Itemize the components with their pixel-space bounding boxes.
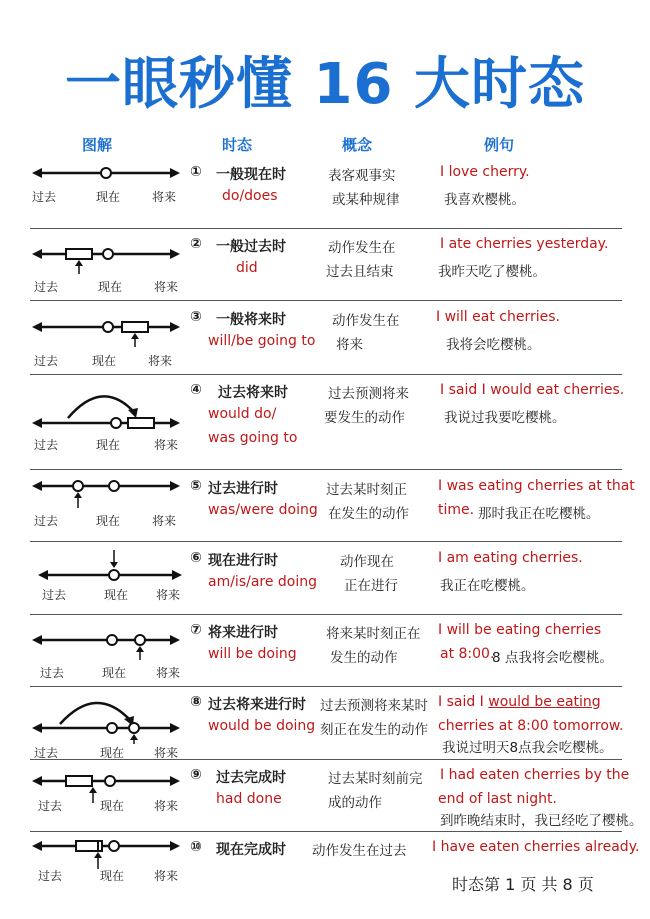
concept-line: 过去某时刻前完 (328, 771, 423, 787)
example-sentence: cherries at 8:00 tomorrow. (438, 718, 624, 734)
concept-line: 成的动作 (328, 795, 382, 811)
tense-form: would do/ (208, 406, 277, 422)
tense-row (30, 474, 635, 541)
label-past: 过去 (38, 869, 63, 883)
example-sentence: time. (438, 502, 475, 518)
header-example: 例句 (484, 136, 515, 154)
tense-number: ⑦ (190, 622, 202, 638)
label-future: 将来 (156, 588, 181, 602)
tense-form: am/is/are doing (208, 574, 318, 590)
concept-line: 要发生的动作 (324, 410, 405, 426)
tense-name: 将来进行时 (208, 625, 278, 641)
example-sentence: I ate cherries yesterday. (440, 236, 609, 252)
row-divider (30, 614, 622, 615)
tense-name: 现在完成时 (216, 842, 286, 858)
timeline-diagram (30, 232, 186, 292)
example-sentence: I love cherry. (440, 164, 530, 180)
concept-line: 在发生的动作 (328, 506, 409, 522)
tense-number: ⑨ (190, 767, 202, 783)
tense-row (30, 618, 622, 686)
tense-number: ④ (190, 382, 202, 398)
timeline-diagram (30, 474, 186, 534)
label-future: 将来 (154, 280, 179, 294)
label-future: 将来 (152, 190, 177, 204)
tense-form: did (236, 260, 258, 276)
concept-line: 过去且结束 (326, 264, 394, 280)
concept-line: 正在进行 (344, 578, 398, 594)
tense-name: 过去完成时 (216, 770, 286, 786)
example-translation: 我将会吃樱桃。 (446, 337, 541, 353)
label-now: 现在 (96, 190, 121, 204)
example-sentence: at 8:00. (440, 646, 495, 662)
tense-row (30, 378, 625, 468)
timeline-diagram (30, 160, 186, 220)
tense-form: had done (216, 791, 282, 807)
example-sentence: end of last night. (438, 791, 557, 807)
example-translation: 8 点我将会吃樱桃。 (492, 650, 613, 666)
tense-number: ① (190, 164, 202, 180)
example-sentence: I have eaten cherries already. (432, 839, 640, 855)
example-sentence: I will be eating cherries (438, 622, 602, 638)
example-translation: 我喜欢樱桃。 (444, 192, 525, 208)
label-now: 现在 (104, 588, 129, 602)
label-now: 现在 (98, 280, 123, 294)
label-past: 过去 (40, 666, 65, 680)
page-title: 一眼秒懂 16 大时态 (65, 52, 585, 117)
tense-number: ② (190, 236, 202, 252)
concept-line: 动作发生在过去 (312, 843, 407, 859)
label-past: 过去 (34, 354, 59, 368)
tense-form: was/were doing (208, 502, 318, 518)
label-past: 过去 (34, 746, 59, 760)
row-divider (30, 686, 622, 687)
label-future: 将来 (154, 746, 179, 760)
tense-row (30, 305, 622, 374)
timeline-diagram (30, 690, 186, 760)
tense-row (30, 232, 622, 300)
label-now: 现在 (96, 438, 121, 452)
example-translation: 我说过明天8点我会吃樱桃。 (442, 740, 613, 756)
label-future: 将来 (152, 514, 177, 528)
header-tense: 时态 (222, 136, 253, 154)
tense-name: 过去将来时 (218, 385, 288, 401)
concept-line: 发生的动作 (330, 650, 398, 666)
example-sentence: I am eating cherries. (438, 550, 583, 566)
tense-number: ⑩ (190, 839, 202, 855)
concept-line: 动作发生在 (332, 313, 400, 329)
timeline-diagram (30, 618, 186, 678)
row-divider (30, 300, 622, 301)
example-translation: 到昨晚结束时，我已经吃了樱桃。 (440, 813, 643, 829)
example-sentence: I will eat cherries. (436, 309, 560, 325)
example-translation: 我昨天吃了樱桃。 (438, 264, 546, 280)
page-indicator: 时态第 1 页 共 8 页 (452, 875, 594, 894)
label-future: 将来 (154, 799, 179, 813)
label-future: 将来 (154, 869, 179, 883)
concept-line: 将来 (336, 337, 363, 353)
tense-form: was going to (208, 430, 298, 446)
label-past: 过去 (38, 799, 63, 813)
row-divider (30, 374, 622, 375)
concept-line: 刻正在发生的动作 (320, 722, 428, 738)
label-now: 现在 (92, 354, 117, 368)
header-concept: 概念 (342, 136, 373, 154)
tense-name: 一般现在时 (216, 167, 286, 183)
timeline-diagram (30, 305, 186, 368)
timeline-diagram (30, 546, 186, 606)
tense-form: will be doing (208, 646, 297, 662)
label-now: 现在 (100, 799, 125, 813)
tense-form: do/does (222, 188, 278, 204)
example-translation: 我正在吃樱桃。 (440, 578, 535, 594)
concept-line: 过去某时刻正 (326, 482, 407, 498)
row-divider (30, 469, 622, 470)
example-sentence: I said I would eat cherries. (440, 382, 625, 398)
label-now: 现在 (100, 746, 125, 760)
row-divider (30, 228, 622, 229)
concept-line: 或某种规律 (332, 192, 400, 208)
tense-row (30, 763, 643, 831)
row-divider (30, 831, 622, 832)
tense-row (30, 546, 622, 614)
row-divider (30, 541, 622, 542)
concept-line: 将来某时刻正在 (326, 626, 421, 642)
concept-line: 过去预测将来某时 (320, 698, 428, 714)
label-past: 过去 (42, 588, 67, 602)
example-sentence: I was eating cherries at that (438, 478, 635, 494)
example-sentence: I said I would be eating (438, 694, 601, 710)
tense-name: 过去进行时 (208, 481, 278, 497)
concept-line: 动作现在 (340, 554, 394, 570)
tense-form: would be doing (208, 718, 316, 734)
tense-name: 过去将来进行时 (208, 697, 306, 713)
timeline-diagram (30, 378, 186, 458)
tense-form: will/be going to (208, 333, 316, 349)
concept-line: 过去预测将来 (328, 386, 409, 402)
tense-number: ⑤ (190, 478, 202, 494)
header-diagram: 图解 (82, 136, 113, 154)
concept-line: 表客观事实 (328, 168, 396, 184)
tense-name: 现在进行时 (208, 553, 278, 569)
label-future: 将来 (148, 354, 173, 368)
timeline-diagram (30, 835, 186, 895)
example-sentence: I had eaten cherries by the (440, 767, 630, 783)
label-now: 现在 (96, 514, 121, 528)
label-future: 将来 (154, 438, 179, 452)
tense-number: ⑥ (190, 550, 202, 566)
tense-row (30, 690, 622, 759)
tense-name: 一般将来时 (216, 312, 286, 328)
tense-name: 一般过去时 (216, 239, 286, 255)
tense-number: ⑧ (190, 694, 202, 710)
label-now: 现在 (102, 666, 127, 680)
label-past: 过去 (34, 280, 59, 294)
concept-line: 动作发生在 (328, 240, 396, 256)
label-past: 过去 (32, 190, 57, 204)
example-translation: 那时我正在吃樱桃。 (478, 506, 600, 522)
label-future: 将来 (156, 666, 181, 680)
example-translation: 我说过我要吃樱桃。 (444, 410, 566, 426)
label-past: 过去 (34, 514, 59, 528)
label-now: 现在 (100, 869, 125, 883)
tense-number: ③ (190, 309, 202, 325)
tense-row (30, 160, 622, 228)
timeline-diagram (30, 763, 186, 823)
label-past: 过去 (34, 438, 59, 452)
